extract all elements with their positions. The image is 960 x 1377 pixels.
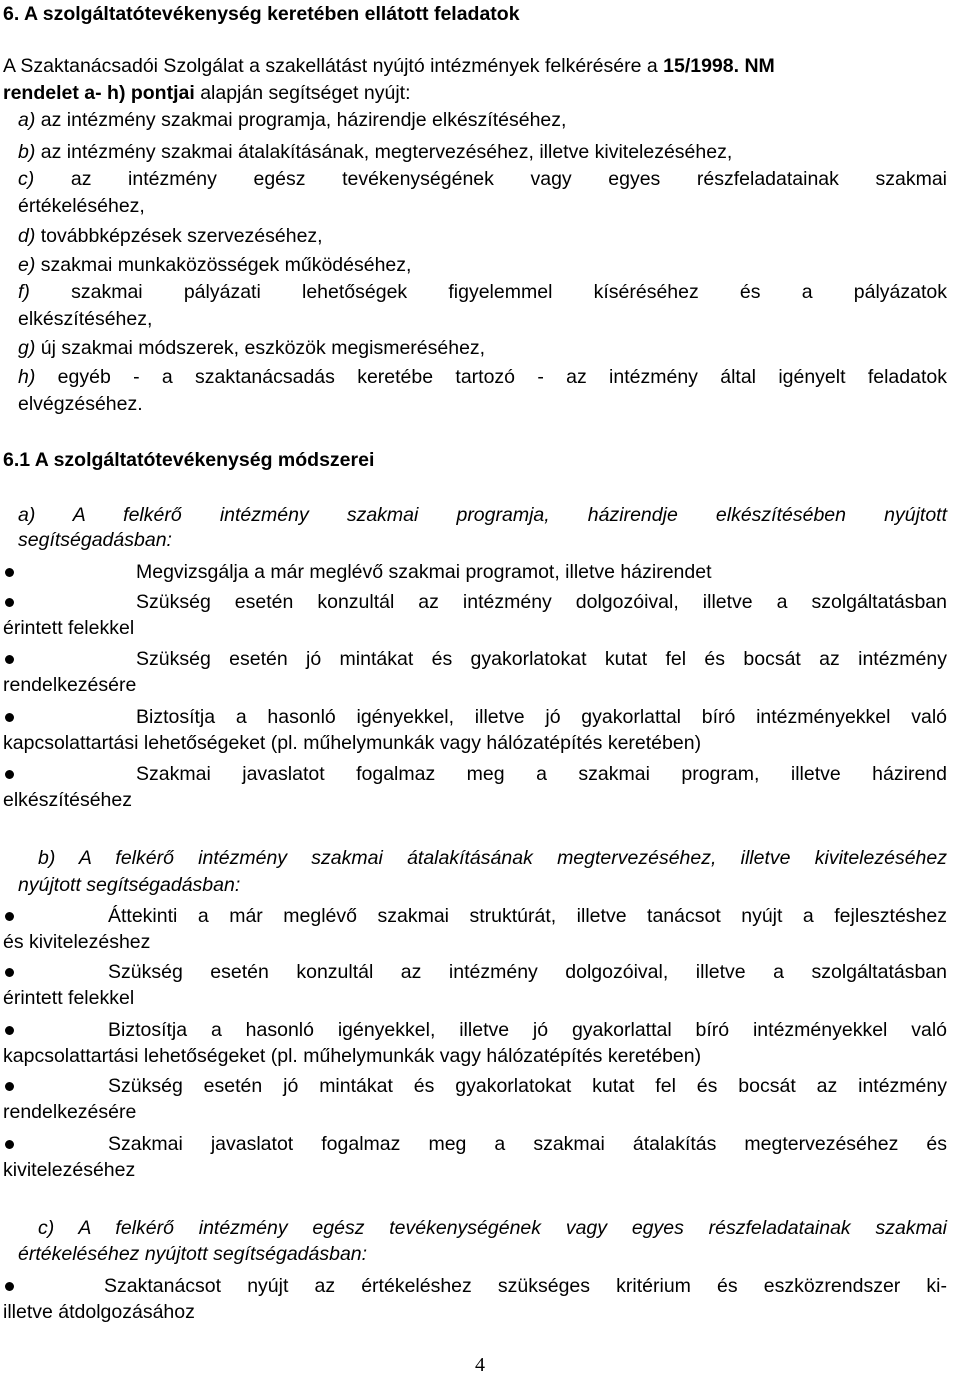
list-item-continuation: értékeléséhez, — [18, 195, 145, 217]
list-item: h) egyéb - a szaktanácsadás keretébe tartozó - az intézmény által igényelt feladatok — [18, 366, 947, 388]
bullet-icon — [5, 713, 14, 722]
method-title: a) A felkérő intézmény szakmai programja, házirendje elkészítésében nyújtott — [18, 504, 947, 526]
page-number: 4 — [475, 1354, 485, 1376]
intro-line-2 — [3, 81, 947, 105]
bullet-icon — [5, 1282, 14, 1291]
list-item: b) az intézmény szakmai átalakításának, megtervezéséhez, illetve kivitelezéséhez, — [18, 141, 733, 163]
bullet-icon — [5, 912, 14, 921]
list-item: f) szakmai pályázati lehetőségek figyelemmel kíséréséhez és a pályázatok — [18, 281, 947, 303]
bullet-icon — [5, 568, 14, 577]
section-heading: 6. A szolgáltatótevékenység keretében ellátott feladatok — [3, 3, 520, 25]
bullet-icon — [5, 770, 14, 779]
method-title-continuation: segítségadásban: — [18, 529, 172, 551]
bullet-icon — [5, 655, 14, 664]
method-title: b) A felkérő intézmény szakmai átalakításának megtervezéséhez, illetve kivitelezéséhez — [38, 847, 947, 869]
document-page: 6. A szolgáltatótevékenység keretében ellátott feladatok A Szaktanácsadói Szolgálat a szakellátást nyújtó intézmények felkérésére a 15/1998. NM rendelet a- h) pontjai alapján segítséget nyújt: a) az intézmény szakmai programja, házirendje elkészítéséhez, b) az intézmény szakmai átalakításának, megtervezéséhez, illetve kivitelezéséhez, c) az intézmény egész tevékenységének vagy egyes részfeladatainak szakmai értékeléséhez, d) továbbképzések szervezéséhez, e) szakmai munkaközösségek működéséhez, f) szakmai pályázati lehetőségek figyelemmel kíséréséhez és a pályázatok elkészítéséhez, g) új szakmai módszerek, eszközök megismeréséhez, h) egyéb - a szaktanácsadás keretébe tartozó - az intézmény által igényelt feladatok elvégzéséhez. 6.1 A szolgáltatótevékenység módszerei a) A felkérő intézmény szakmai programja, házirendje elkészítésében nyújtott segítségadásban: Megvizsgálja a már meglévő szakmai programot, illetve házirendet Szükség esetén konzultál az intézmény dolgozóival, illetve a szolgáltatásban érintett felekkel Szükség esetén jó mintákat és gyakorlatokat kutat fel és bocsát az intézmény rendelkezésére Biztosítja a hasonló igényekkel, illetve jó gyakorlattal bíró intézményekkel való kapcsolattartási lehetőségeket (pl. műhelymunkák vagy hálózatépítés keretében) Szakmai javaslatot fogalmaz meg a szakmai program, illetve házirend elkészítéséhez b) A felkérő intézmény szakmai átalakításának megtervezéséhez, illetve kivitelezéséhez nyújtott segítségadásban: Áttekinti a már meglévő szakmai struktúrát, illetve tanácsot nyújt a fejlesztéshez és kivitelezéshez Szükség esetén konzultál az intézmény dolgozóival, illetve a szolgáltatásban érintett felekkel Biztosítja a hasonló igényekkel, illetve jó gyakorlattal bíró intézményekkel való kapcsolattartási lehetőségeket (pl. műhelymunkák vagy hálózatépítés keretében) Szükség esetén jó mintákat és gyakorlatokat kutat fel és bocsát az intézmény rendelkezésére Szakmai javaslatot fogalmaz meg a szakmai átalakítás megtervezéséhez és kivitelezéséhez c) A felkérő intézmény egész tevékenységének vagy egyes részfeladatainak szakmai értékeléséhez nyújtott segítségadásban: Szaktanácsot nyújt az értékeléshez szükséges kritérium és eszközrendszer ki- illetve átdolgozásához 4 — [0, 0, 960, 1374]
intro-line-1 — [3, 54, 960, 78]
list-item: d) továbbképzések szervezéséhez, — [18, 225, 323, 247]
bullet-icon — [5, 968, 14, 977]
method-title-continuation: értékeléséhez nyújtott segítségadásban: — [18, 1243, 368, 1265]
bullet-icon — [5, 1140, 14, 1149]
list-item: a) az intézmény szakmai programja, házirendje elkészítéséhez, — [18, 109, 567, 131]
list-item-continuation: elvégzéséhez. — [18, 393, 143, 415]
intro-text-2: alapján segítséget nyújt: — [200, 82, 411, 104]
regulation-reference: 15/1998. NM — [663, 55, 775, 77]
method-title-continuation: nyújtott segítségadásban: — [18, 874, 241, 896]
method-title: c) A felkérő intézmény egész tevékenységének vagy egyes részfeladatainak szakmai — [38, 1217, 947, 1239]
list-item: c) az intézmény egész tevékenységének vagy egyes részfeladatainak szakmai — [18, 168, 947, 190]
bullet-icon — [5, 598, 14, 607]
list-item: e) szakmai munkaközösségek működéséhez, — [18, 254, 412, 276]
bullet-icon — [5, 1026, 14, 1035]
regulation-points: rendelet a- h) pontjai — [3, 82, 195, 104]
list-item-continuation: elkészítéséhez, — [18, 308, 153, 330]
subsection-heading: 6.1 A szolgáltatótevékenység módszerei — [3, 449, 375, 471]
list-item: g) új szakmai módszerek, eszközök megismeréséhez, — [18, 337, 486, 359]
intro-text: A Szaktanácsadói Szolgálat a szakellátást nyújtó intézmények felkérésére a — [3, 55, 658, 77]
bullet-icon — [5, 1082, 14, 1091]
